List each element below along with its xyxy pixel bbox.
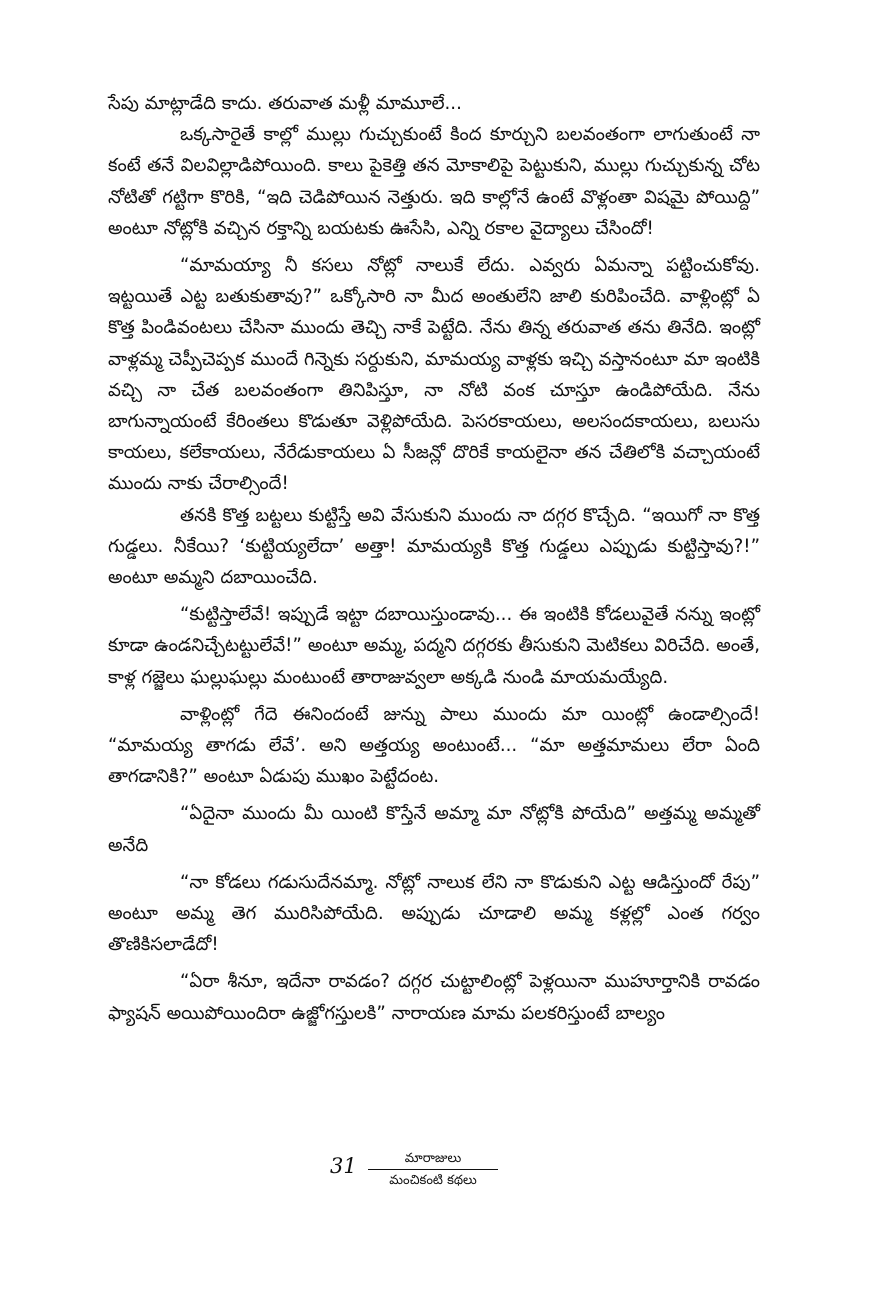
paragraph-5: “కుట్టిస్తాలేవే! ఇప్పుడే ఇట్టా దబాయిస్తుండావు... ఈ ఇంటికి కోడలువైతే నన్ను ఇంట్లో కూడా ఉండనిచ్చేటట్టులేవే!” అంటూ అమ్మ, పద్మని దగ్గరకు తీసుకుని మెటికలు విరిచేది. అంతే, కాళ్ల గజ్జెలు ఘల్లుఘల్లు మంటుంటే తారాజువ్వలా అక్కడి నుండి మాయమయ్యేది. xyxy=(108,604,760,688)
body-text xyxy=(108,88,760,1029)
paragraph-2: ఒక్కసారైతే కాల్లో ముల్లు గుచ్చుకుంటే కింద కూర్చుని బలవంతంగా లాగుతుంటే నా కంటే తనే విలవిల్లాడిపోయింది. కాలు పైకెత్తి తన మోకాలిపై పెట్టుకుని, ముల్లు గుచ్చుకున్న చోట నోటితో గట్టిగా కొరికి, “ఇది చెడిపోయిన నెత్తురు. ఇది కాల్లోనే ఉంటే వొళ్లంతా విషమై పోయిద్ది” అంటూ నోట్లోకి వచ్చిన రక్తాన్ని బయటకు ఊసేసి, ఎన్ని రకాల వైద్యాలు చేసిందో! xyxy=(108,124,760,239)
footer-divider xyxy=(368,1169,498,1170)
paragraph-4: తనకి కొత్త బట్టలు కుట్టిస్తే అవి వేసుకుని ముందు నా దగ్గర కొచ్చేది. “ఇయిగో నా కొత్త గుడ్డలు. నీకేయి? ‘కుట్టియ్యలేదా’ అత్తా! మామయ్యకి కొత్త గుడ్డలు ఎప్పుడు కుట్టిస్తావు?!” అంటూ అమ్మని దబాయించేది. xyxy=(108,504,760,589)
series-title: మారాజులు xyxy=(404,1151,462,1166)
paragraph-7: “ఏదైనా ముందు మీ యింటి కొస్తేనే అమ్మా మా నోట్లోకి పోయేది” అత్తమ్మ అమ్మతో అనేది xyxy=(108,803,760,856)
paragraph-1: సేపు మాట్లాడేది కాదు. తరువాత మళ్లీ మామూలే... xyxy=(108,93,462,114)
paragraph-3: “మామయ్యా నీ కసలు నోట్లో నాలుకే లేదు. ఎవ్వరు ఏమన్నా పట్టించుకోవు. ఇట్టయితే ఎట్ట బతుకుతావు?” ఒక్కోసారి నా మీద అంతులేని జాలి కురిపించేది. వాళ్లింట్లో ఏ కొత్త పిండివంటలు చేసినా ముందు తెచ్చి నాకే పెట్టేది. నేను తిన్న తరువాత తను తినేది. ఇంట్లో వాళ్లమ్మ చెప్పీచెప్పక ముందే గిన్నెకు సర్దుకుని, మామయ్య వాళ్లకు ఇచ్చి వస్తానంటూ మా ఇంటికి వచ్చి నా చేత బలవంతంగా తినిపిస్తూ, నా నోటి వంక చూస్తూ ఉండిపోయేది. నేను బాగున్నాయంటే కేరింతలు కొడుతూ వెళ్లిపోయేది. పెసరకాయలు, అలసందకాయలు, బలుసు కాయలు, కలేకాయలు, నేరేడుకాయలు ఏ సీజన్లో దొరికే కాయలైనా తన చేతిలోకి వచ్చాయంటే ముందు నాకు చేరాల్సిందే! xyxy=(108,255,760,495)
paragraph-6: వాళ్లింట్లో గేదె ఈనిందంటే జున్ను పాలు ముందు మా యింట్లో ఉండాల్సిందే! “మామయ్య తాగడు లేవే’. అని అత్తయ్య అంటుంటే... “మా అత్తమామలు లేరా ఏంది తాగడానికి?” అంటూ ఏడుపు ముఖం పెట్టేదంట. xyxy=(108,703,760,788)
book-title: మంచికంటి కథలు xyxy=(389,1173,477,1188)
page-footer xyxy=(0,1150,871,1200)
page-number: 31 xyxy=(330,1154,357,1178)
footer-titles xyxy=(368,1150,498,1189)
paragraph-9: “ఏరా శీనూ, ఇదేనా రావడం? దగ్గర చుట్టాలింట్లో పెళ్లయినా ముహూర్తానికి రావడం ఫ్యాషన్ అయిపోయిందిరా ఉజ్జోగస్తులకి” నారాయణ మామ పలకరిస్తుంటే బాల్యం xyxy=(108,971,760,1024)
paragraph-8: “నా కోడలు గడుసుదేనమ్మా. నోట్లో నాలుక లేని నా కొడుకుని ఎట్ట ఆడిస్తుందో రేపు” అంటూ అమ్మ తెగ మురిసిపోయేది. అప్పుడు చూడాలి అమ్మ కళ్లల్లో ఎంత గర్వం తొణికిసలాడేదో! xyxy=(108,871,760,956)
